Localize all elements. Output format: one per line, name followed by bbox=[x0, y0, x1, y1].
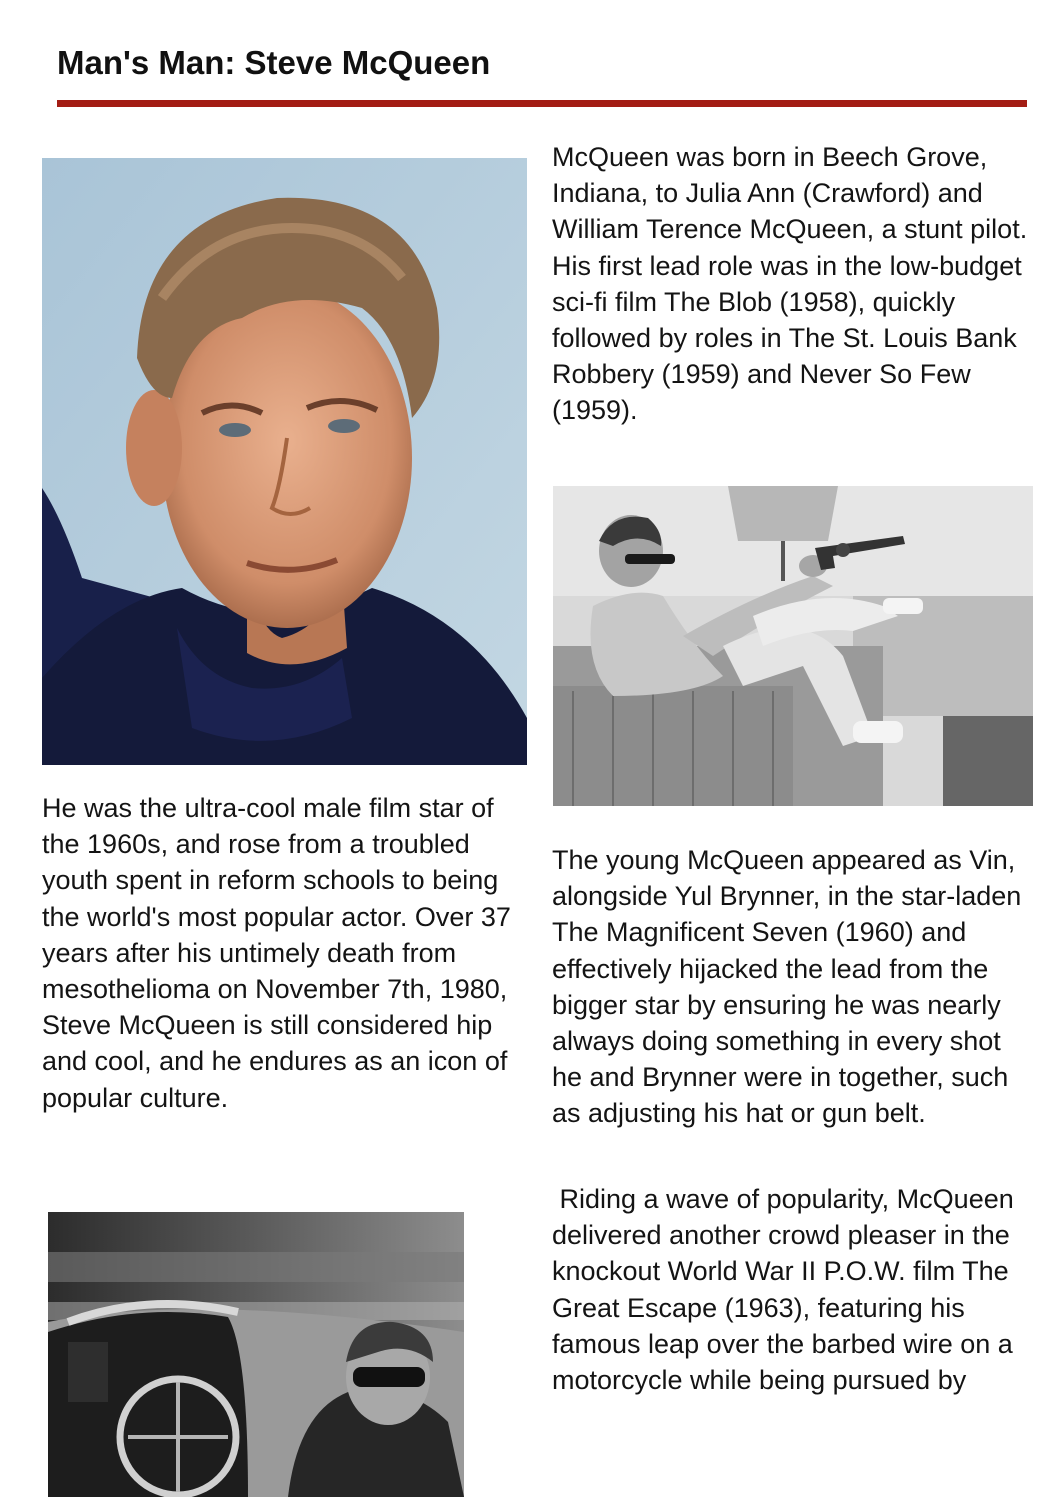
article-paragraph: McQueen was born in Beech Grove, Indiana, to Julia Ann (Crawford) and William Terence McQueen, a stunt pilot. His first lead role was in the low-budget sci-fi film The Blob (1958), quickly followed by roles in The St. Louis Bank Robbery (1959) and Never So Few (1959). bbox=[552, 142, 1028, 426]
article-paragraph: The young McQueen appeared as Vin, alongside Yul Brynner, in the star-laden The Magnificent Seven (1960) and effectively hijacked the lead from the bigger star by ensuring he was nearly always doing something in every shot he and Brynner were in together, such as adjusting his hat or gun belt. bbox=[552, 845, 1022, 1129]
portrait-photo bbox=[42, 158, 527, 765]
car-driving-photo bbox=[48, 1212, 464, 1497]
article-paragraph: Riding a wave of popularity, McQueen delivered another crowd pleaser in the knockout World War II P.O.W. film The Great Escape (1963), featuring his famous leap over the barbed wire on a motorcycle while being pursued by bbox=[552, 1184, 1014, 1396]
title-divider bbox=[57, 100, 1027, 107]
article-paragraph: He was the ultra-cool male film star of the 1960s, and rose from a troubled youth spent in reform schools to being the world's most popular actor. Over 37 years after his untimely death from mesothelioma on November 7th, 1980, Steve McQueen is still considered hip and cool, and he endures as an icon of popular culture. bbox=[42, 793, 511, 1113]
page-title: Man's Man: Steve McQueen bbox=[57, 44, 491, 81]
sofa-revolver-photo bbox=[553, 486, 1033, 806]
